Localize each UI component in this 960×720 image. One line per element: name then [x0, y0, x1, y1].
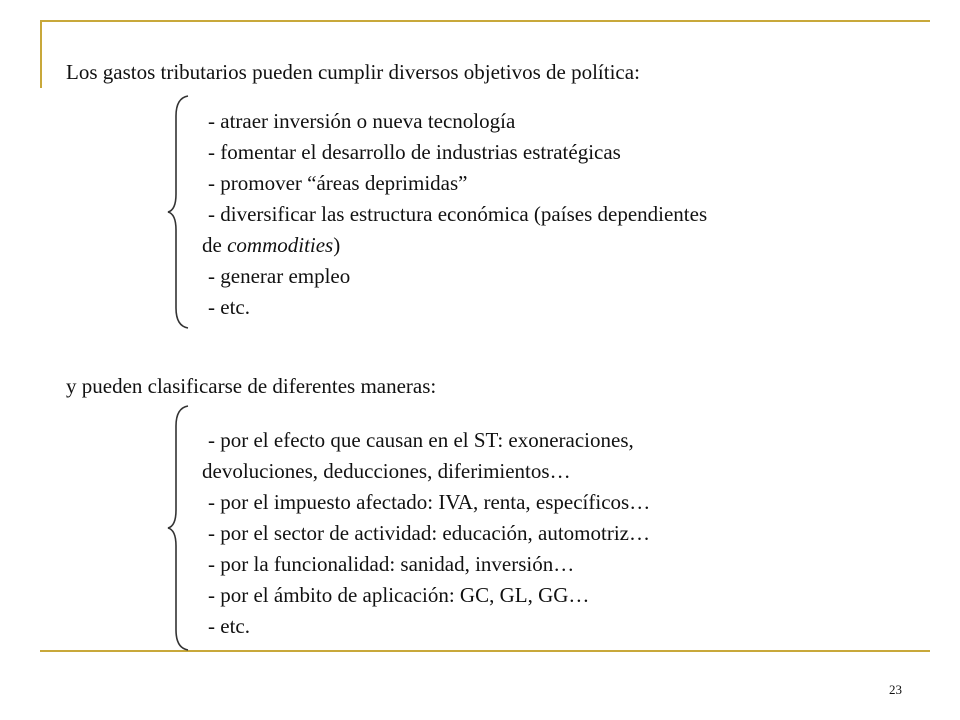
top-accent-line	[40, 20, 930, 22]
objective-item: - fomentar el desarrollo de industrias estratégicas	[208, 140, 621, 164]
objective-item: - generar empleo	[208, 264, 351, 288]
classification-item: - por la funcionalidad: sanidad, inversión…	[208, 552, 575, 576]
objective-item: - etc.	[208, 295, 250, 319]
page-number: 23	[889, 682, 902, 697]
objective-item-continuation: de commodities)	[202, 233, 341, 257]
objective-item: - promover “áreas deprimidas”	[208, 171, 468, 195]
classification-item: - por el efecto que causan en el ST: exoneraciones,	[208, 428, 634, 452]
classification-item: - por el impuesto afectado: IVA, renta, específicos…	[208, 490, 651, 514]
classification-item: - etc.	[208, 614, 250, 638]
objective-item: - diversificar las estructura económica (países dependientes	[208, 202, 708, 226]
objective-item: - atraer inversión o nueva tecnología	[208, 109, 516, 133]
classification-list	[202, 425, 650, 642]
left-accent-line	[40, 20, 42, 88]
classification-item: - por el ámbito de aplicación: GC, GL, GG…	[208, 583, 590, 607]
objectives-list	[202, 106, 707, 323]
objectives-brace-icon	[166, 94, 192, 330]
objectives-heading: Los gastos tributarios pueden cumplir diversos objetivos de política:	[66, 60, 640, 84]
classification-item-continuation: devoluciones, deducciones, diferimientos…	[202, 459, 571, 483]
classification-heading: y pueden clasificarse de diferentes maneras:	[66, 374, 437, 398]
commodities-term: commodities	[227, 233, 334, 257]
classification-item: - por el sector de actividad: educación, automotriz…	[208, 521, 650, 545]
classification-brace-icon	[166, 404, 192, 652]
